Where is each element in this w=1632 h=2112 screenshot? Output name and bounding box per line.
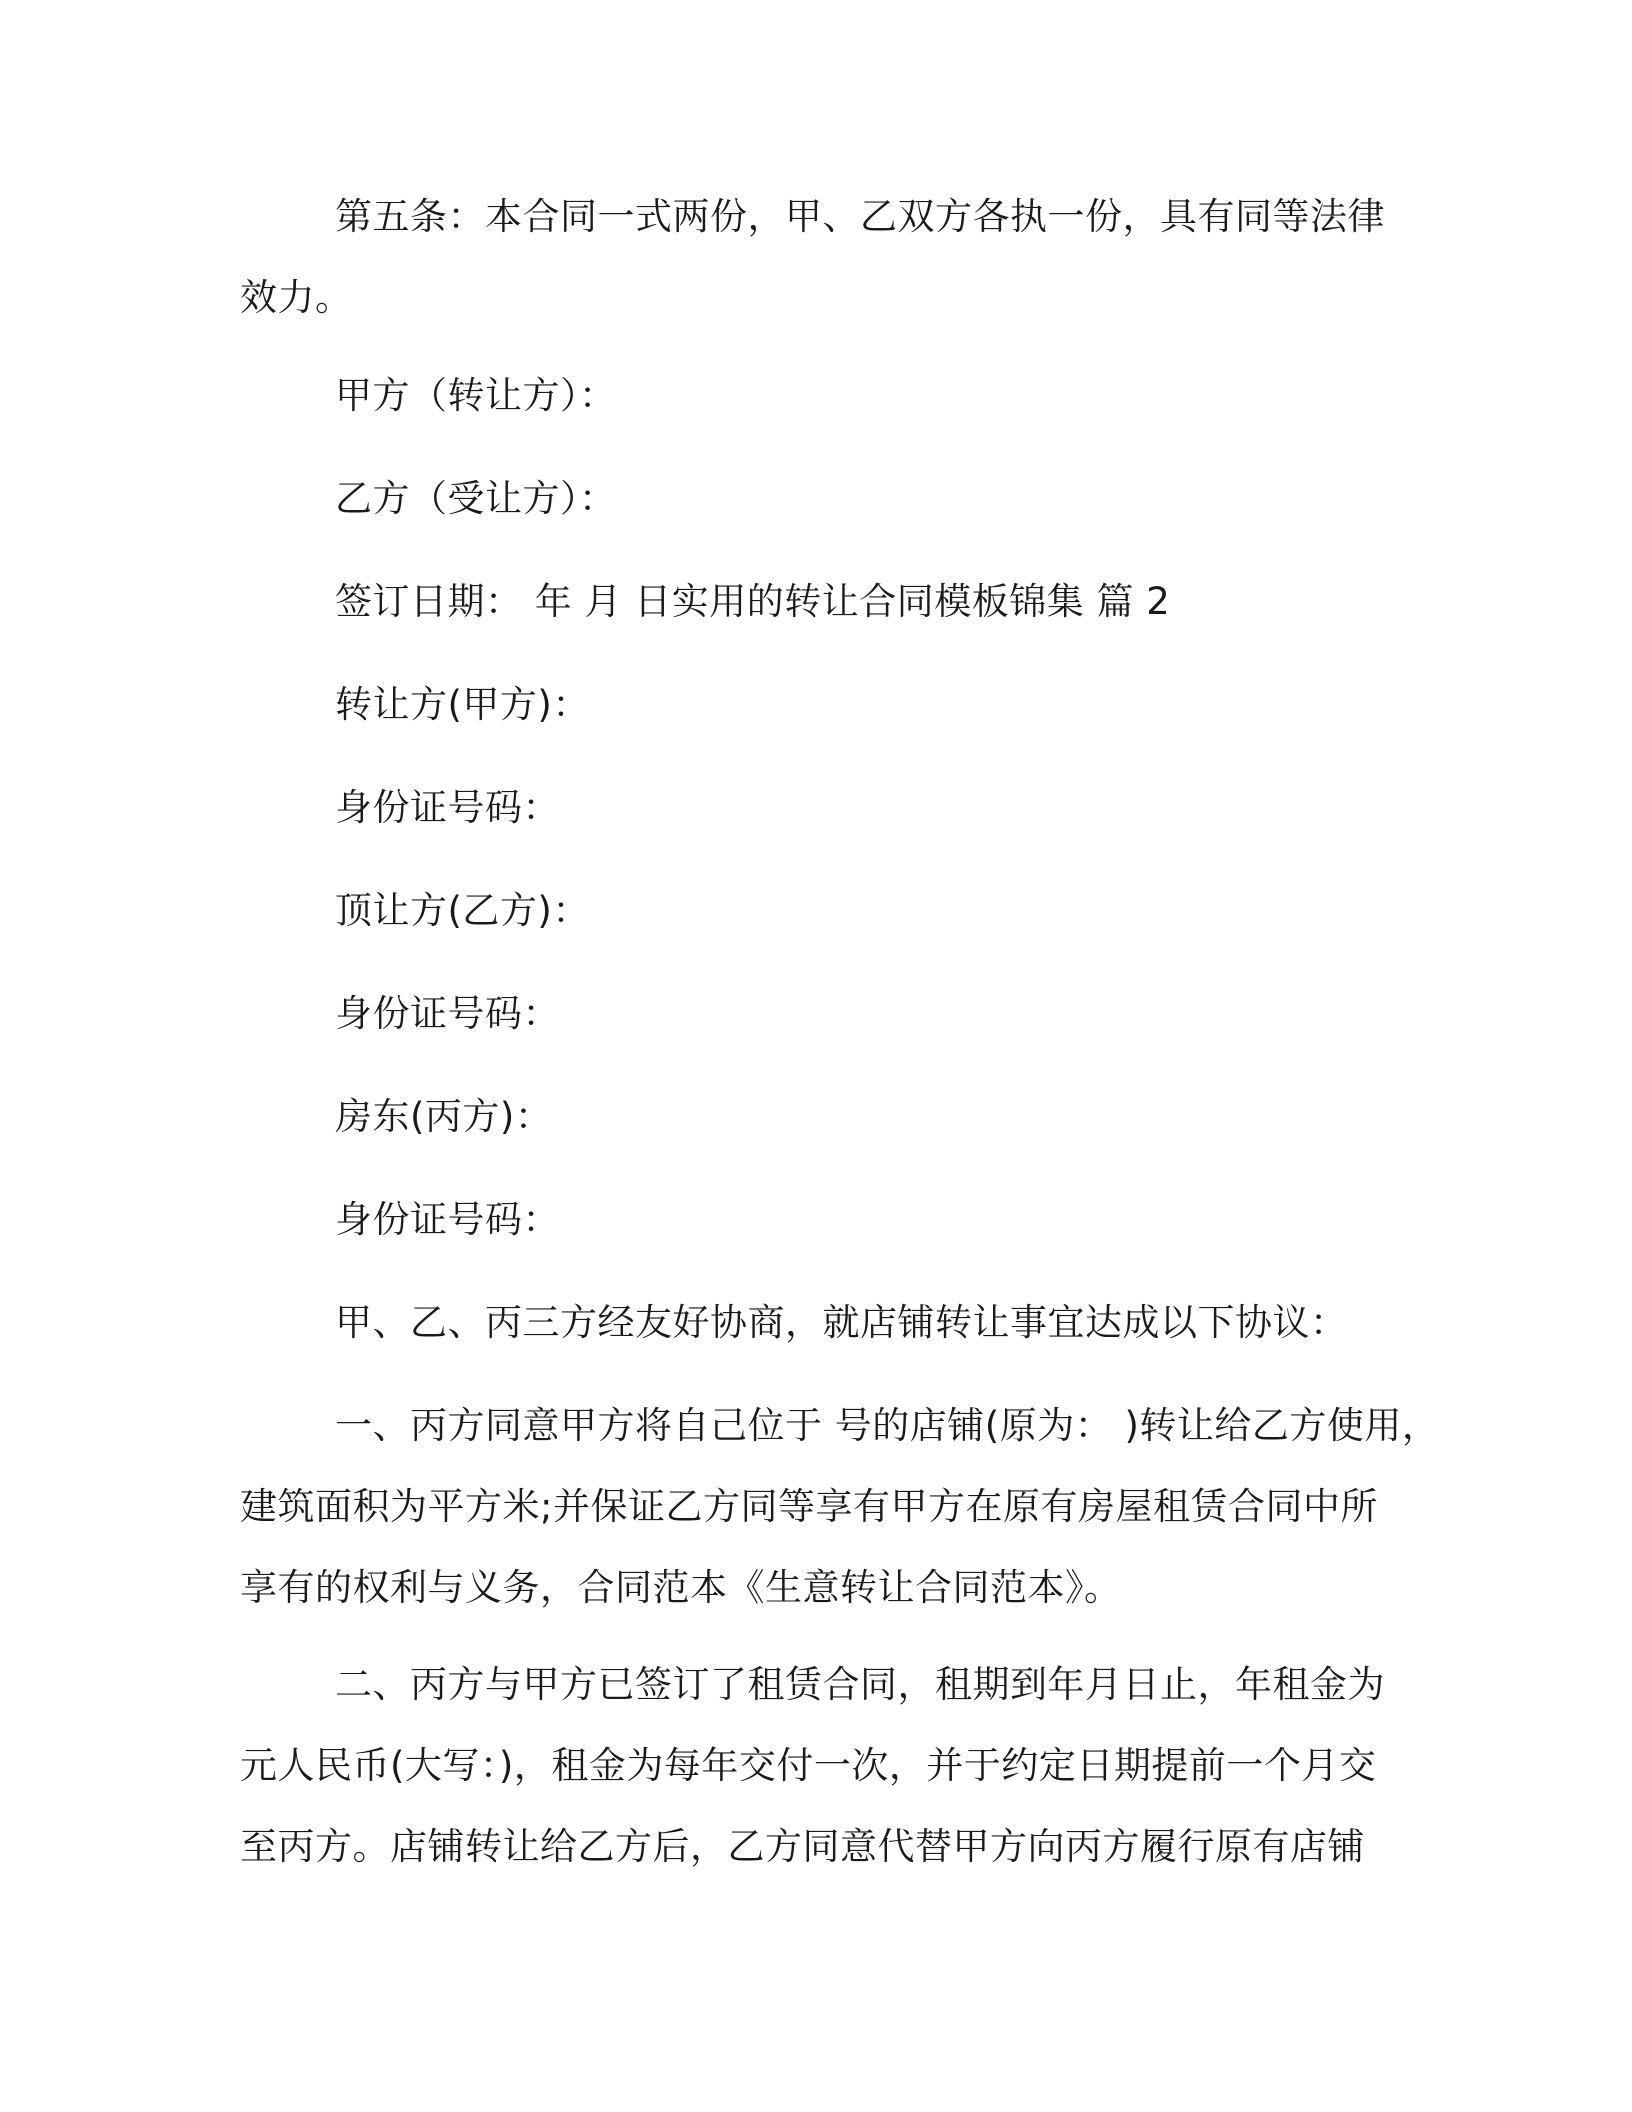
paragraph-line: 房东(丙方)： bbox=[335, 1095, 553, 1138]
paragraph-line: 一、丙方同意甲方将自己位于 号的店铺(原为： )转让给乙方使用， bbox=[335, 1404, 1440, 1447]
signing-date-line bbox=[240, 561, 1420, 642]
paragraph-line: 建筑面积为平方米;并保证乙方同等享有甲方在原有房屋租赁合同中所 bbox=[240, 1485, 1378, 1528]
transferor-id-line bbox=[240, 767, 1420, 848]
paragraph-line: 甲、乙、丙三方经友好协商，就店铺转让事宜达成以下协议： bbox=[335, 1301, 1348, 1344]
party-b-signature-line bbox=[240, 458, 1420, 539]
paragraph-line: 乙方（受让方）： bbox=[335, 477, 617, 520]
transferee-line bbox=[240, 870, 1420, 951]
clause-one bbox=[240, 1385, 1440, 1628]
paragraph-line: 效力。 bbox=[240, 276, 353, 319]
paragraph-line: 甲方（转让方）： bbox=[335, 374, 617, 417]
agreement-intro bbox=[240, 1282, 1420, 1363]
paragraph-line: 享有的权利与义务，合同范本《生意转让合同范本》。 bbox=[240, 1566, 1122, 1609]
clause-two bbox=[240, 1644, 1420, 1887]
paragraph-line: 身份证号码： bbox=[335, 992, 560, 1035]
paragraph-line: 身份证号码： bbox=[335, 786, 560, 829]
paragraph-line: 顶让方(乙方)： bbox=[335, 889, 590, 932]
landlord-line bbox=[240, 1076, 1420, 1157]
paragraph-line: 身份证号码： bbox=[335, 1198, 560, 1241]
paragraph-line: 签订日期： 年 月 日实用的转让合同模板锦集 篇 2 bbox=[335, 580, 1171, 623]
landlord-id-line bbox=[240, 1179, 1420, 1260]
transferor-line bbox=[240, 664, 1420, 745]
paragraph-line: 转让方(甲方)： bbox=[335, 683, 590, 726]
paragraph-line: 至丙方。店铺转让给乙方后，乙方同意代替甲方向丙方履行原有店铺 bbox=[240, 1825, 1365, 1868]
party-a-signature-line bbox=[240, 355, 1420, 436]
paragraph-line: 二、丙方与甲方已签订了租赁合同，租期到年月日止，年租金为 bbox=[335, 1663, 1385, 1706]
paragraph-line: 元人民币(大写：)，租金为每年交付一次，并于约定日期提前一个月交 bbox=[240, 1744, 1377, 1787]
paragraph-article-5 bbox=[240, 176, 1420, 338]
transferee-id-line bbox=[240, 973, 1420, 1054]
paragraph-line: 第五条：本合同一式两份，甲、乙双方各执一份，具有同等法律 bbox=[335, 195, 1385, 238]
